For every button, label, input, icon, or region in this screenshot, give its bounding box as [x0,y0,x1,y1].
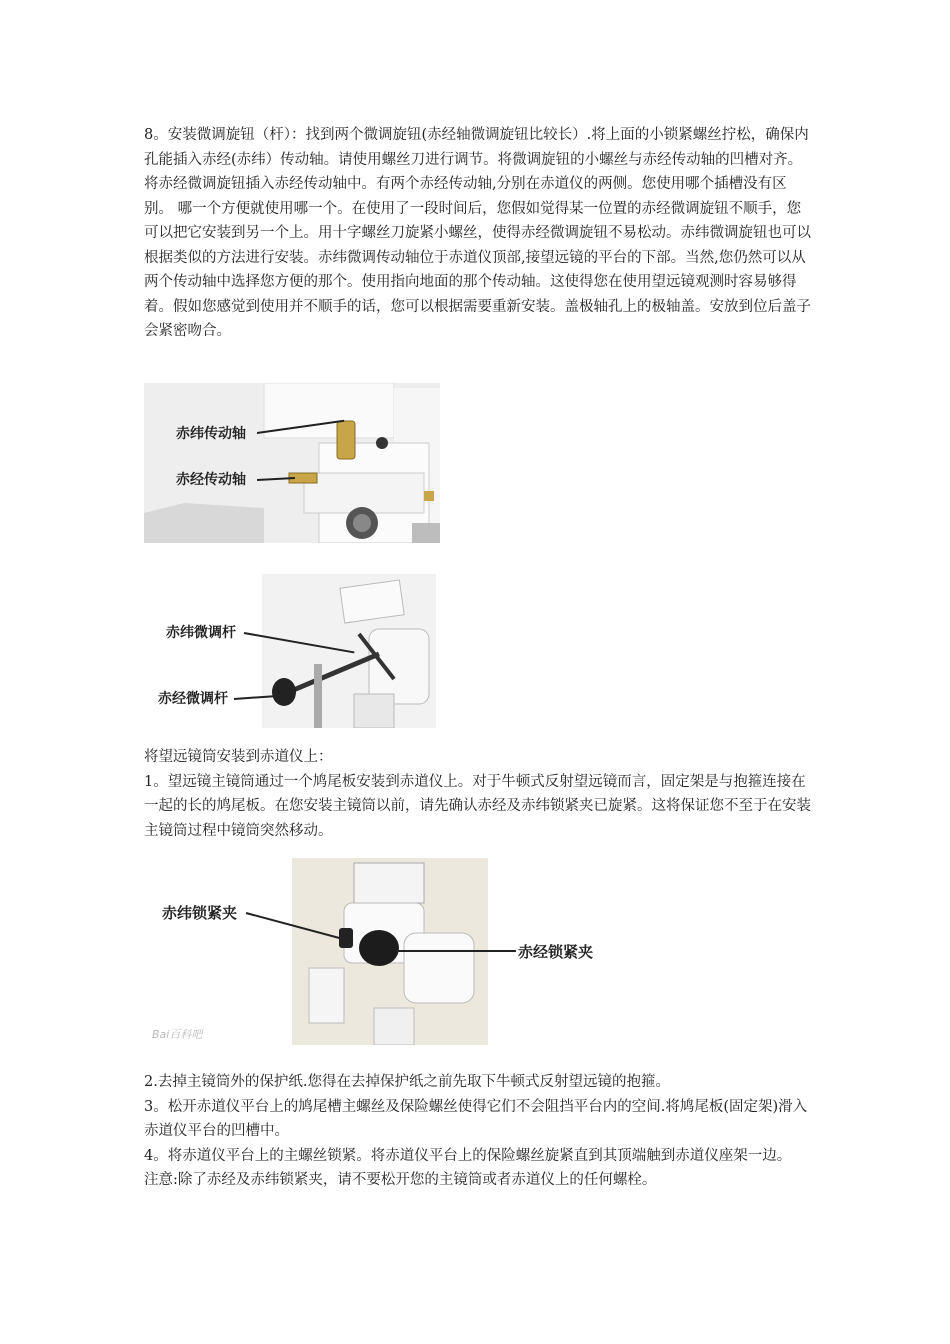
section-8-paragraph [144,123,814,344]
mount-top-illustration [144,383,440,543]
label-dec-drive-shaft: 赤纬传动轴 [176,426,246,442]
figure-slow-motion-rods [144,574,436,728]
label-ra-slow-motion-rod: 赤经微调杆 [158,691,228,707]
label-dec-slow-motion-rod: 赤纬微调杆 [166,625,236,641]
step-2: 2.去掉主镜筒外的保护纸.您得在去掉保护纸之前先取下牛顿式反射望远镜的抱箍。 [144,1074,670,1090]
mount-tube-section [144,745,814,843]
step-4: 4。将赤道仪平台上的主螺丝锁紧。将赤道仪平台上的保险螺丝旋紧直到其顶端触到赤道仪座架一边。 [144,1147,792,1164]
figure-drive-shafts [144,383,440,543]
label-dec-lock-clamp: 赤纬锁紧夹 [162,904,238,922]
mount-steps-section [144,1070,814,1193]
step-1: 1。望远镜主镜筒通过一个鸠尾板安装到赤道仪上。对于牛顿式反射望远镜而言，固定架是与抱箍连接在一起的长的鸠尾板。在您安装主镜筒以前，请先确认赤经及赤纬锁紧夹已旋紧。这将保证您不至于在安装主镜筒过程中镜筒突然移动。 [144,773,811,839]
label-ra-lock-clamp: 赤经锁紧夹 [518,943,594,961]
figure-lock-clamps [144,858,609,1045]
section-heading: 将望远镜筒安装到赤道仪上： [144,749,333,765]
install-knob-paragraph: 8。安装微调旋钮（杆）：找到两个微调旋钮(赤经轴微调旋钮比较长）.将上面的小锁紧螺丝拧松，确保内孔能插入赤经(赤纬）传动轴。请使用螺丝刀进行调节。将微调旋钮的小螺丝与赤经传动轴的凹槽对齐。将赤经微调旋钮插入赤经传动轴中。有两个赤经传动轴,分别在赤道仪的两侧。您使用哪个插槽没有区别。 哪一个方便就使用哪一个。在使用了一段时间后，您假如觉得某一位置的赤经微调旋钮不顺手，您可以把它安装到另一个上。用十字螺丝刀旋紧小螺丝，使得赤经微调旋钮不易松动。赤纬微调旋钮也可以根据类似的方法进行安装。赤纬微调传动轴位于赤道仪顶部,接望远镜的平台的下部。当然,您仍然可以从两个传动轴中选择您方便的那个。使用指向地面的那个传动轴。这使得您在使用望远镜观测时容易够得着。假如您感觉到使用并不顺手的话，您可以根据需要重新安装。盖极轴孔上的极轴盖。安放到位后盖子会紧密吻合。 [144,127,811,339]
baidu-watermark: Bai百科吧 [152,1028,203,1041]
label-ra-drive-shaft: 赤经传动轴 [176,472,246,488]
step-3: 3。松开赤道仪平台上的鸠尾槽主螺丝及保险螺丝使得它们不会阻挡平台内的空间.将鸠尾板(固定架)滑入赤道仪平台的凹槽中。 [144,1098,808,1139]
pointer-line-ra-clamp [396,950,516,952]
note: 注意:除了赤经及赤纬锁紧夹，请不要松开您的主镜筒或者赤道仪上的任何螺栓。 [144,1172,657,1188]
